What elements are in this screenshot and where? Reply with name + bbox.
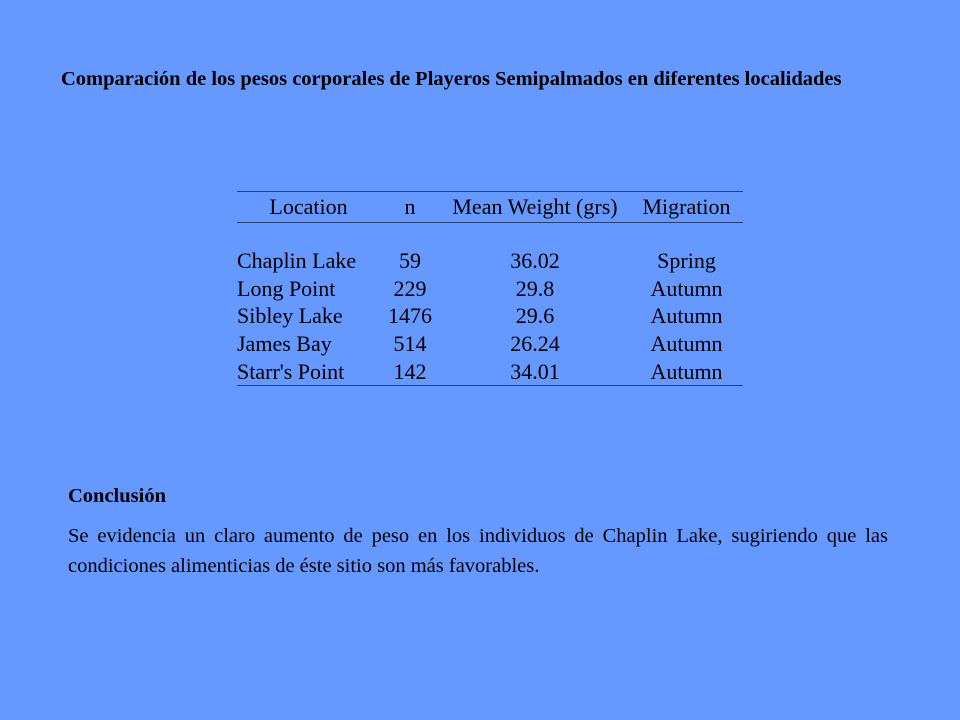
table-row	[237, 330, 743, 358]
conclusion-heading: Conclusión	[68, 485, 166, 507]
column-header-migration: Migration	[630, 192, 743, 223]
cell-n: 59	[399, 248, 421, 274]
page-title: Comparación de los pesos corporales de Playeros Semipalmados en diferentes localidades	[61, 68, 842, 90]
table-row	[237, 275, 743, 303]
table-row	[237, 247, 743, 275]
cell-location: Long Point	[237, 275, 336, 301]
cell-migration: Autumn	[650, 275, 723, 301]
table-spacer	[237, 223, 743, 248]
column-header-n: n	[380, 192, 440, 223]
column-header-mean-weight: Mean Weight (grs)	[440, 192, 630, 223]
cell-n: 142	[380, 357, 440, 385]
cell-location: Sibley Lake	[237, 303, 343, 329]
table-row	[237, 357, 743, 385]
weights-table	[237, 191, 743, 386]
cell-n: 514	[393, 331, 427, 357]
cell-location: Starr's Point	[237, 357, 380, 385]
cell-migration: Autumn	[650, 303, 723, 329]
cell-mean-weight: 26.24	[510, 331, 560, 357]
cell-migration: Spring	[657, 248, 716, 274]
table-row	[237, 302, 743, 330]
cell-mean-weight: 29.8	[515, 275, 555, 301]
cell-mean-weight: 29.6	[515, 303, 555, 329]
conclusion-text: Se evidencia un claro aumento de peso en los individuos de Chaplin Lake, sugiriendo que las condiciones alimenticias de éste sitio son más favorables.	[68, 525, 888, 577]
cell-mean-weight: 36.02	[510, 248, 560, 274]
cell-n: 229	[393, 275, 427, 301]
cell-location: Chaplin Lake	[237, 248, 357, 274]
spacer-cell	[237, 223, 743, 248]
cell-location: James Bay	[237, 331, 332, 357]
cell-migration: Autumn	[650, 331, 723, 357]
cell-mean-weight: 34.01	[440, 357, 630, 385]
cell-n: 1476	[388, 303, 432, 329]
column-header-location: Location	[237, 192, 380, 223]
conclusion-section	[68, 481, 888, 581]
cell-migration: Autumn	[630, 357, 743, 385]
table-header-row	[237, 192, 743, 223]
